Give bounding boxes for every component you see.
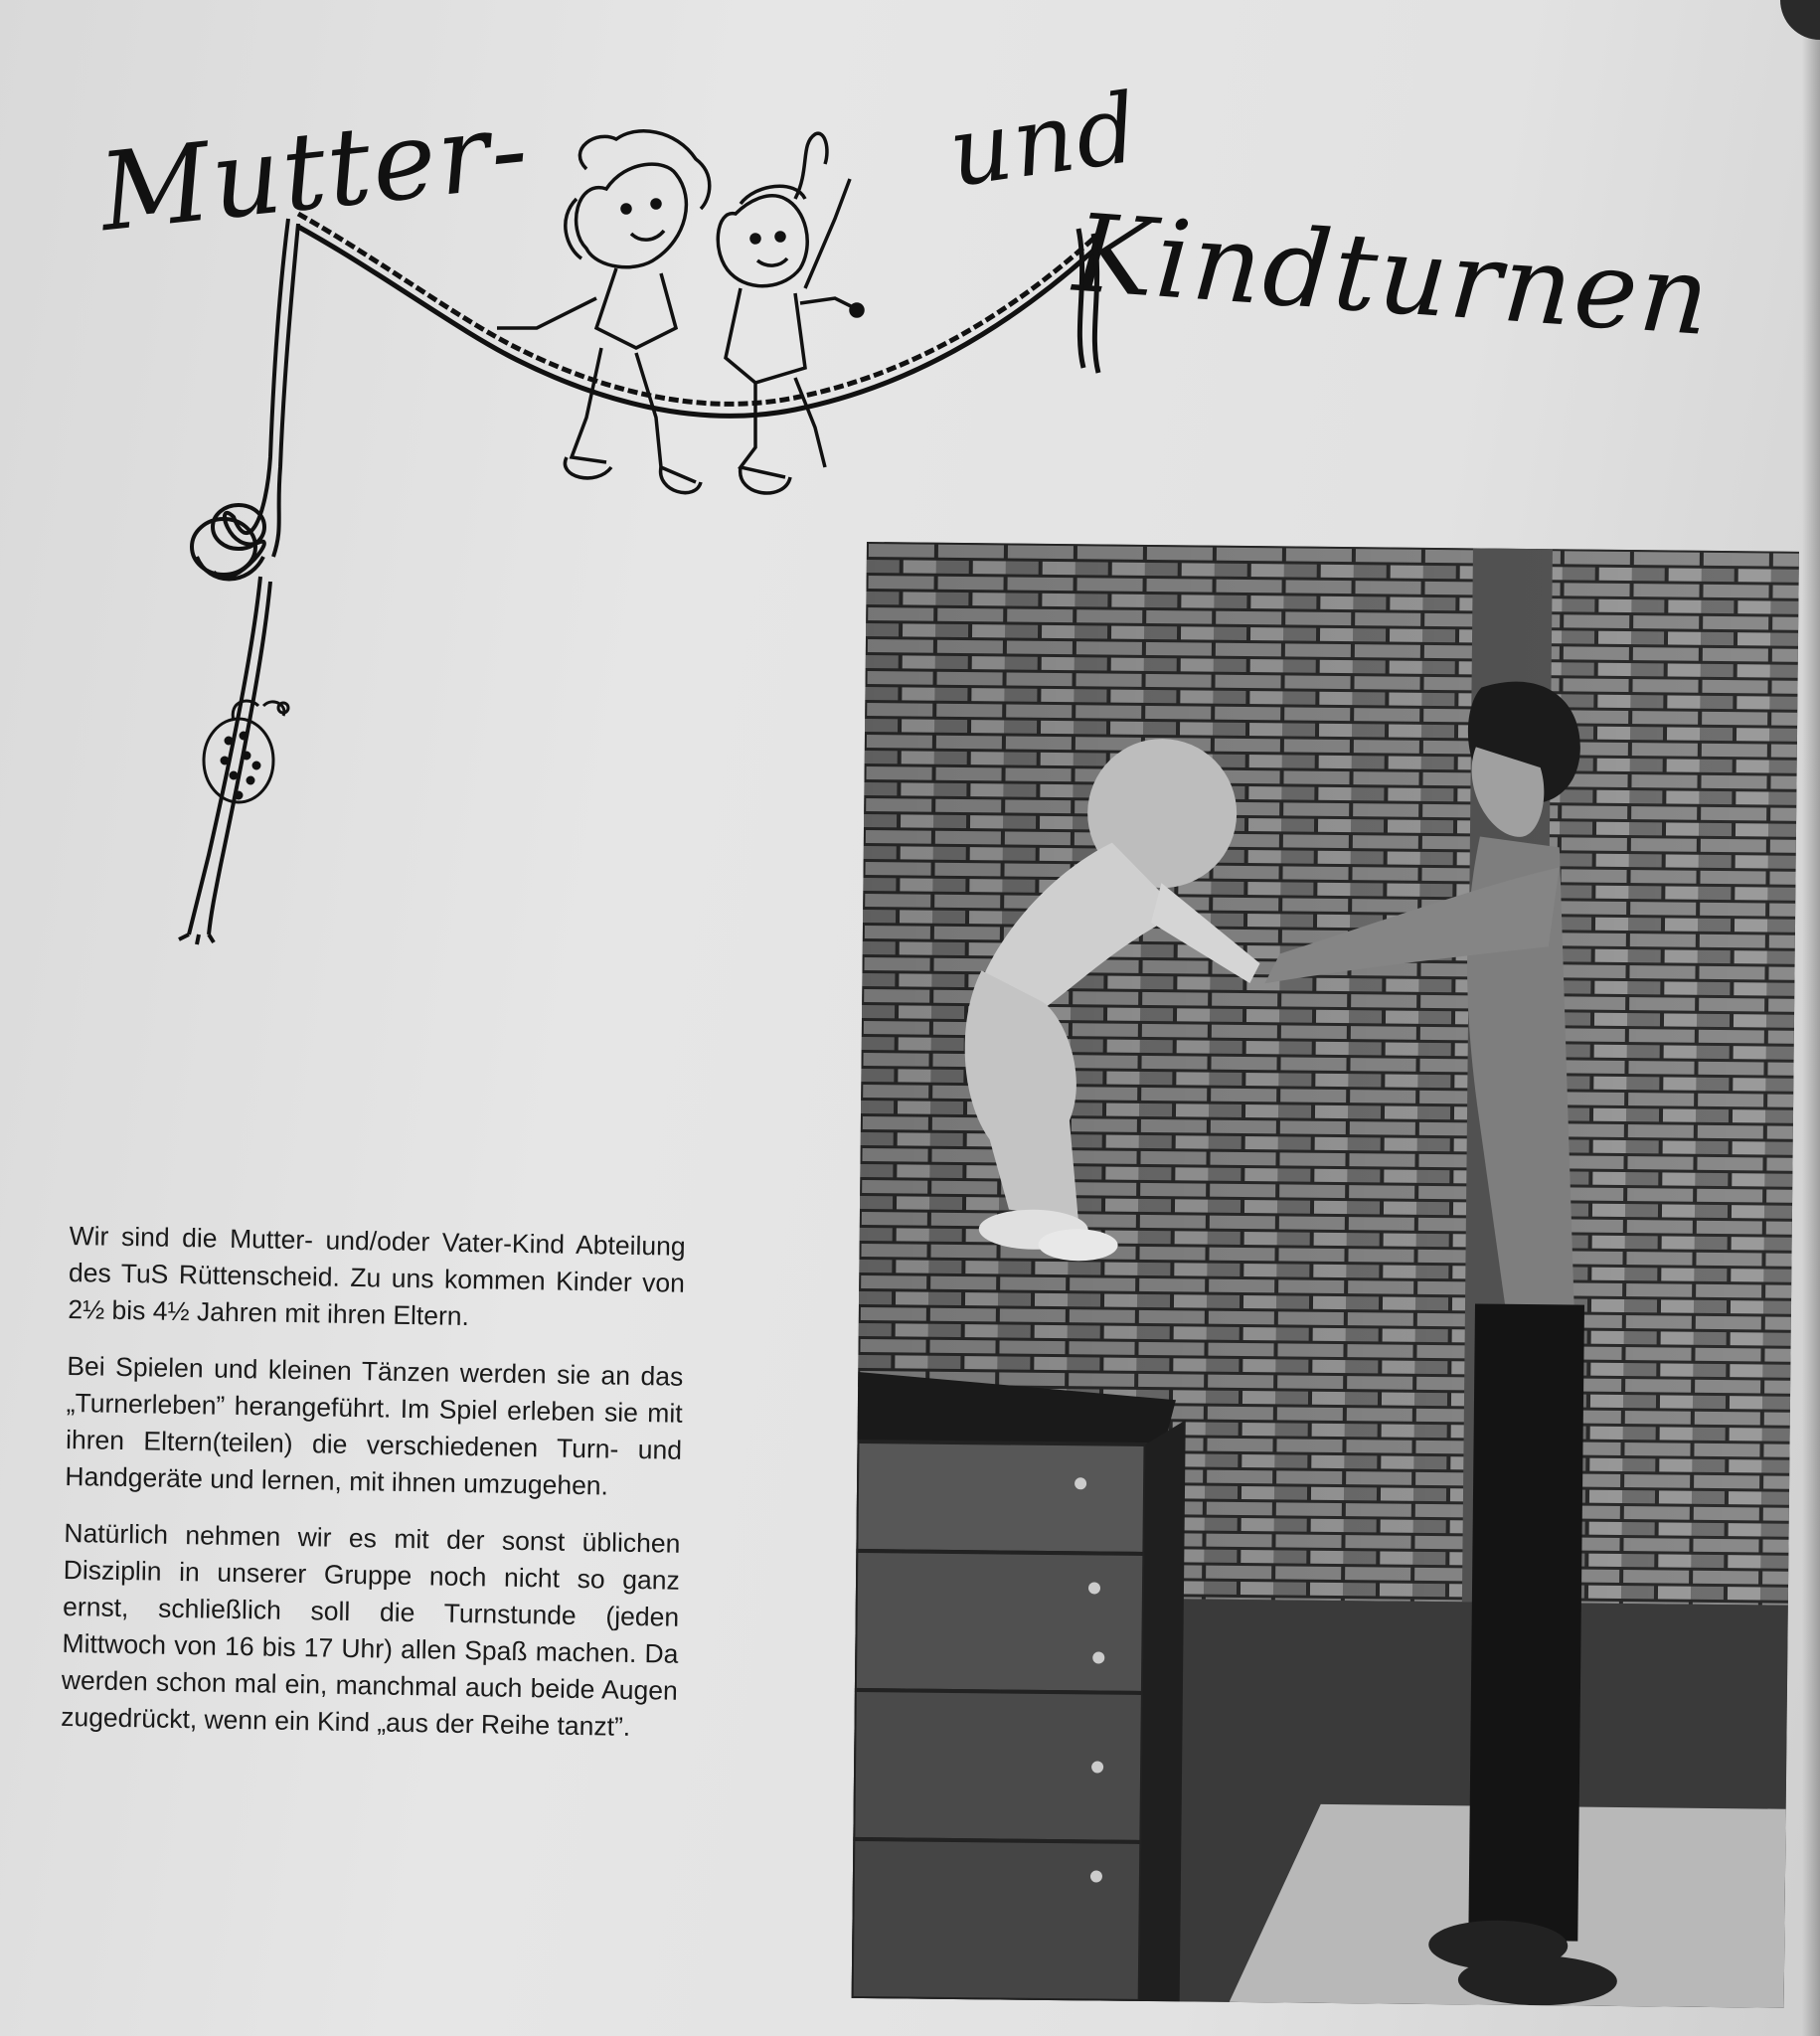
girl-figure-one-icon (497, 131, 710, 493)
ladybug-icon (204, 701, 288, 802)
vaulting-box-icon (852, 1372, 1187, 2001)
girl-figure-two-icon (718, 133, 863, 493)
swing-rope-icon (298, 214, 1098, 416)
paragraph-one: Wir sind die Mutter- und/oder Vater-Kind Abteilung des TuS Rüttenscheid. Zu uns kommen Kinder von 2½ bis 4½ Jahren mit ihren Eltern. (68, 1220, 686, 1332)
photo-scene-icon (852, 542, 1799, 2008)
rope-knot-icon (192, 505, 264, 580)
paragraph-two: Bei Spielen und kleinen Tänzen werden sie an das „Turnerleben” herangeführt. Im Spiel erleben sie mit ihren Eltern(teilen) die verschiedenen Turn- und Handgeräte und lernen, mit ihnen umzugehen. (65, 1350, 684, 1501)
hanging-rope-icon (179, 219, 298, 944)
photo-child-vaulting-box (852, 542, 1799, 2008)
title-word-kindturnen: Kindturnen (1070, 191, 1716, 361)
title-word-und: und (942, 72, 1146, 209)
article-body (61, 1218, 686, 1767)
paragraph-three: Natürlich nehmen wir es mit der sonst üblichen Disziplin in unserer Gruppe noch nicht so ganz ernst, schließlich soll die Turnstunde (jeden Mittwoch von 16 bis 17 Uhr) allen Spaß machen. Da werden schon mal ein, manchmal auch beide Augen zugedrückt, wenn ein Kind „aus der Reihe tanzt”. (60, 1517, 681, 1742)
title-word-mutter: Mutter- (93, 86, 536, 256)
